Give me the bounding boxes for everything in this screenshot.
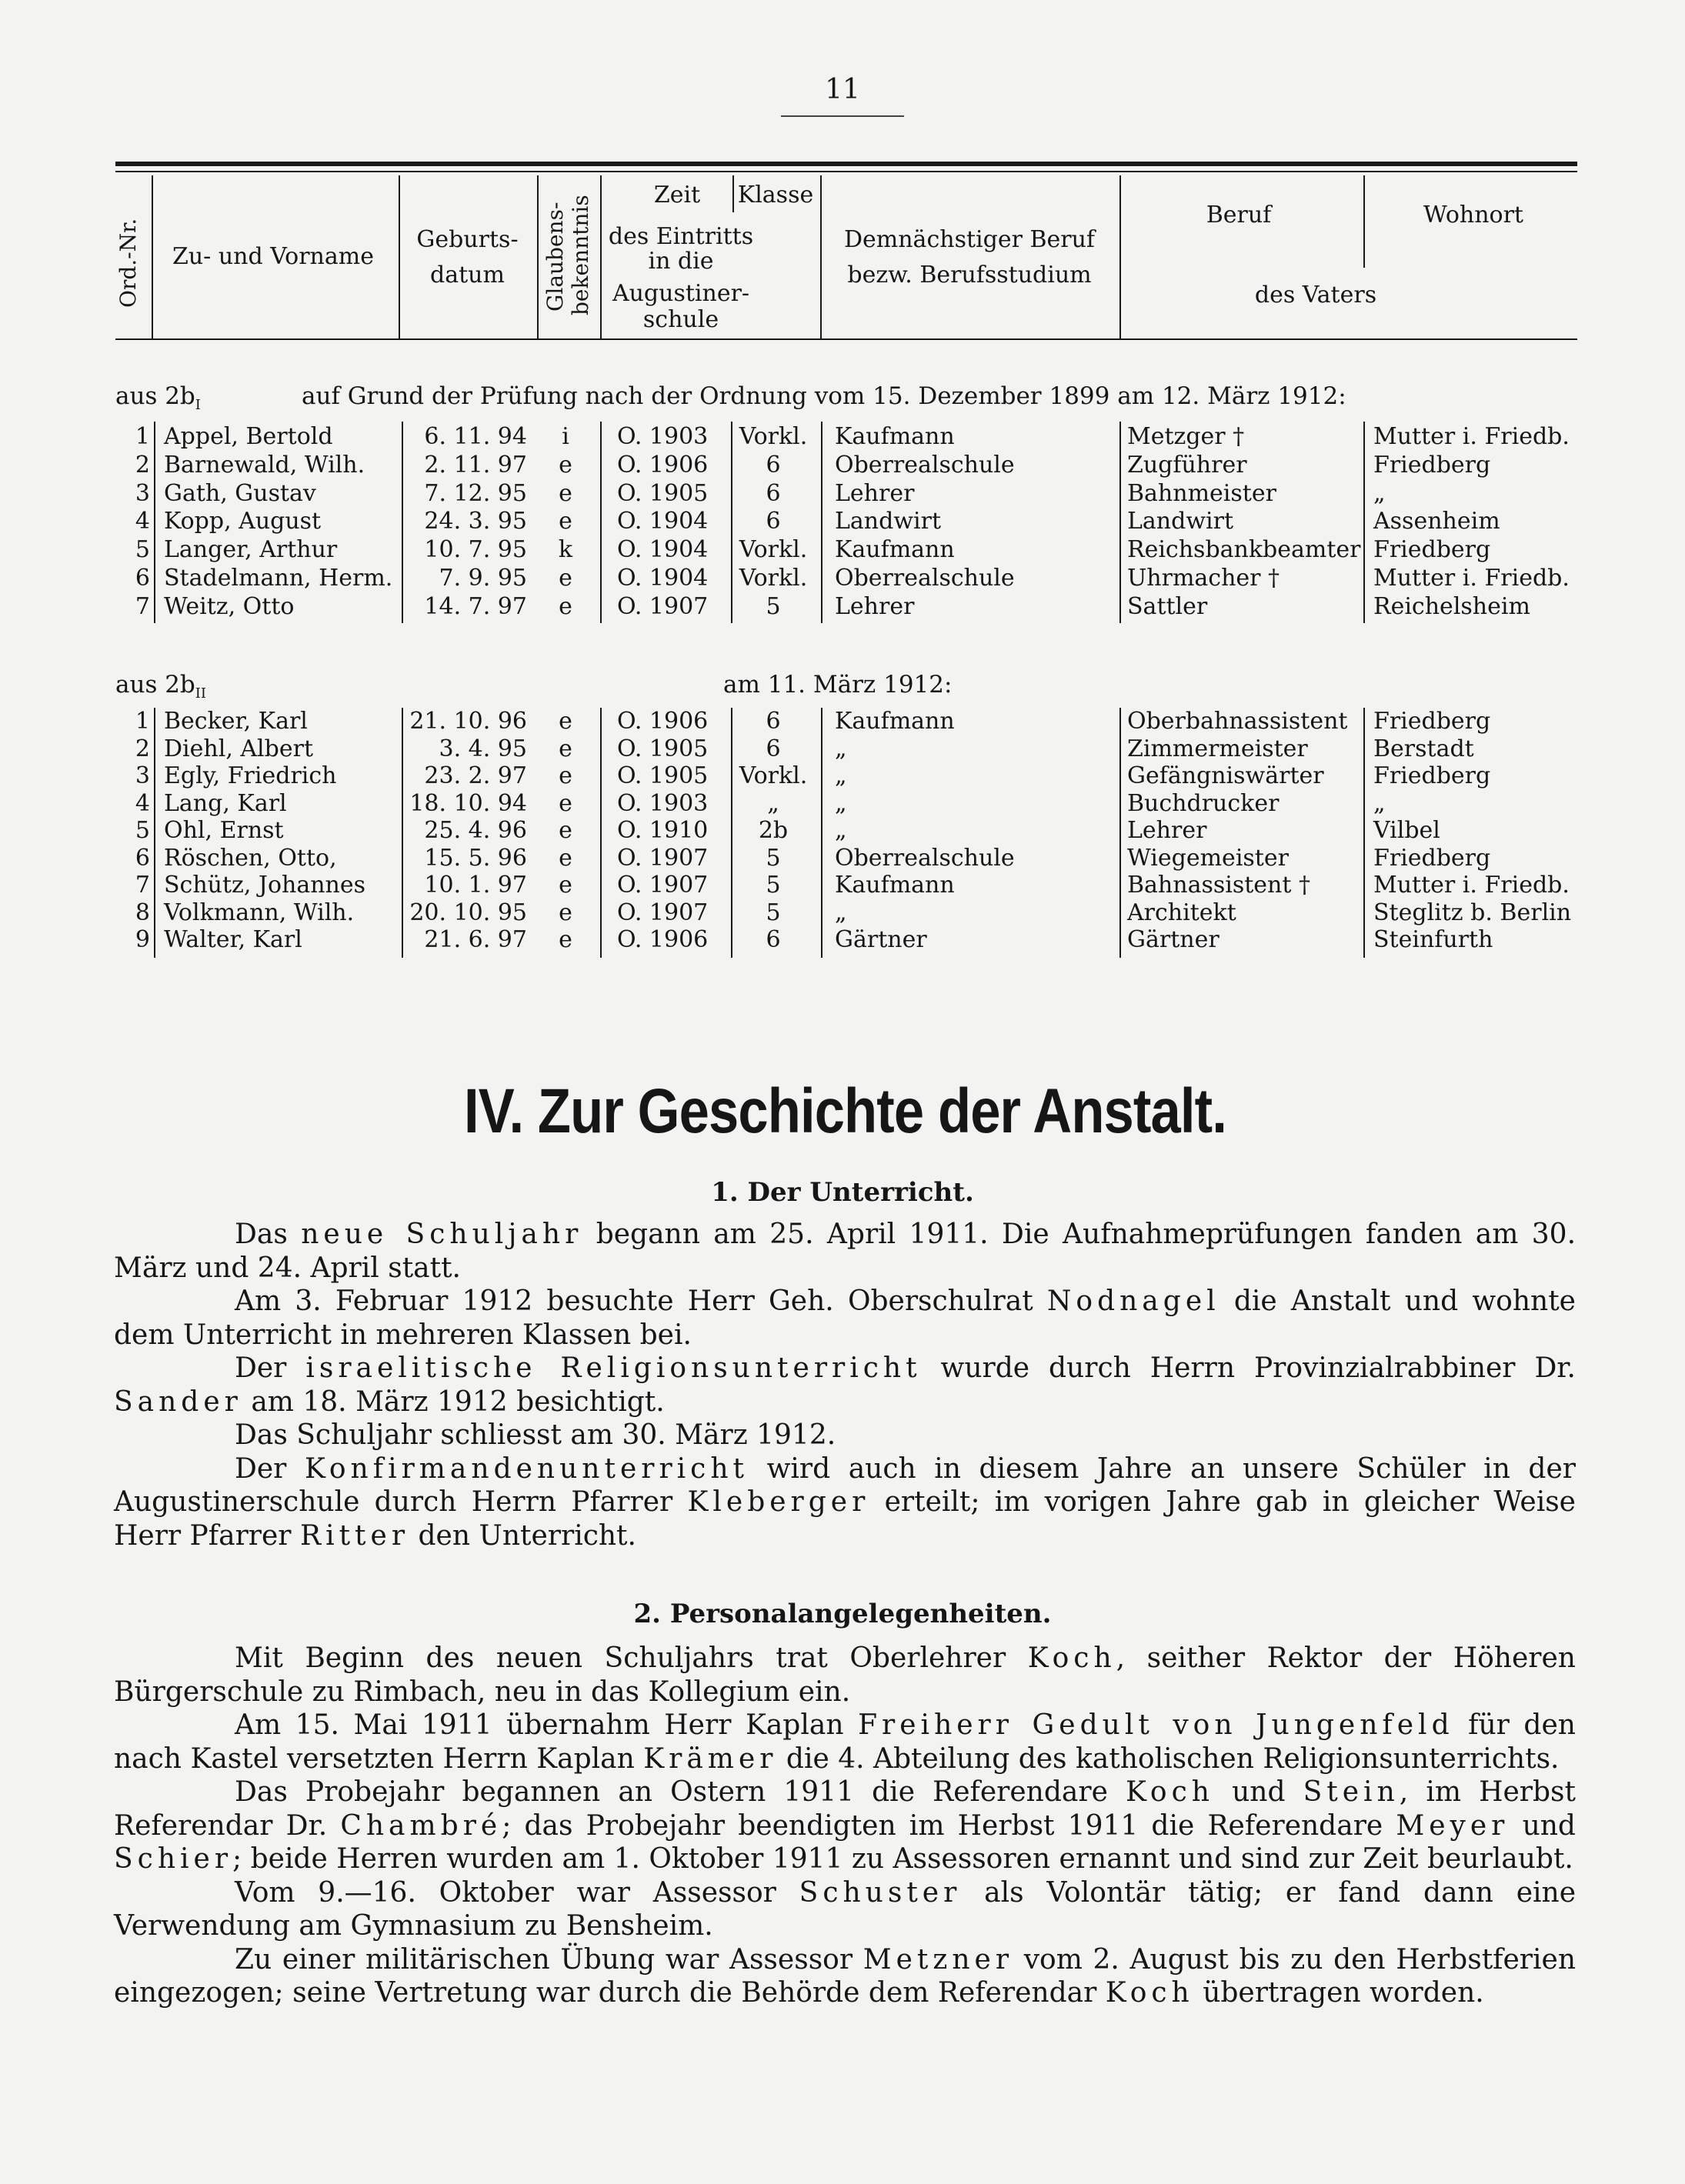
header-vater-wohnort: Wohnort [1423, 202, 1523, 228]
entry-class: 6 [766, 451, 781, 478]
father-residence: Reichelsheim [1373, 592, 1530, 620]
row-number: 8 [135, 899, 150, 926]
paragraph: Das Probejahr begannen an Ostern 1911 die Referendare Koch und Stein, im Herbst Referendar Dr. Chambré; das Probejahr beendigten im Herbst 1911 die Referendare Meyer und Schier; beide Herren wurden am 1. Oktober 1911 zu Assessoren ernannt und sind zur Zeit beurlaubt. [114, 1776, 1576, 1875]
entry-class: 2b [758, 817, 789, 844]
student-name: Gath, Gustav [164, 479, 316, 507]
entry-date: O. 1907 [617, 872, 709, 899]
future-profession: „ [835, 789, 847, 817]
header-divider [1119, 175, 1121, 338]
future-profession: „ [835, 735, 847, 762]
entry-class: 6 [766, 508, 781, 535]
birth-date: 21. 6. 97 [424, 926, 527, 953]
student-name: Appel, Bertold [164, 423, 333, 450]
father-profession: Bahnmeister [1127, 479, 1276, 507]
entry-date: O. 1905 [617, 762, 709, 789]
confession: e [559, 708, 572, 735]
entry-class: 5 [766, 899, 781, 926]
entry-class: Vorkl. [739, 762, 808, 789]
student-name: Egly, Friedrich [164, 762, 337, 789]
future-profession: Lehrer [835, 592, 915, 620]
table-row [115, 423, 1577, 451]
father-residence: Friedberg [1373, 451, 1491, 478]
header-name: Zu- und Vorname [172, 243, 374, 270]
birth-date: 24. 3. 95 [424, 508, 527, 535]
header-date-2: datum [430, 262, 505, 288]
confession: e [559, 508, 572, 535]
entry-class: 5 [766, 844, 781, 872]
future-profession: Oberrealschule [835, 844, 1015, 872]
confession: e [559, 451, 572, 478]
entry-date: O. 1907 [617, 592, 709, 620]
paragraph: Das neue Schuljahr begann am 25. April 1911. Die Aufnahmeprüfungen fanden am 30. März und 24. April statt. [114, 1219, 1577, 1284]
section-body-personal [114, 1642, 1576, 2010]
paragraph: Am 15. Mai 1911 übernahm Herr Kaplan Freiherr Gedult von Jungenfeld für den nach Kastel versetzten Herrn Kaplan Krämer die 4. Abteilung des katholischen Religionsunterrichts. [114, 1709, 1576, 1775]
table-row [115, 735, 1577, 763]
chapter-title: IV. Zur Geschichte der Anstalt. [464, 1076, 1226, 1146]
entry-class: 5 [766, 592, 781, 620]
father-profession: Zugführer [1127, 451, 1247, 478]
confession: e [559, 872, 572, 899]
header-beruf-2: bezw. Berufsstudium [847, 262, 1092, 288]
table-row [115, 845, 1577, 872]
father-profession: Architekt [1127, 899, 1236, 926]
entry-class: 5 [766, 872, 781, 899]
confession: k [558, 536, 573, 564]
section-label-text: am 11. März 1912: [723, 671, 953, 699]
header-zeit-3: in die [648, 248, 714, 275]
student-name: Ohl, Ernst [164, 817, 284, 844]
father-profession: Oberbahnassistent [1127, 708, 1348, 735]
paragraph: Das Schuljahr schliesst am 30. März 1912. [235, 1419, 836, 1451]
father-residence: Steglitz b. Berlin [1373, 899, 1572, 926]
birth-date: 18. 10. 94 [409, 789, 527, 817]
future-profession: Oberrealschule [835, 565, 1015, 592]
birth-date: 6. 11. 94 [424, 423, 527, 450]
header-vater-label: des Vaters [1254, 282, 1377, 308]
table-row [115, 872, 1577, 899]
father-profession: Uhrmacher † [1127, 565, 1280, 592]
future-profession: „ [835, 817, 847, 844]
father-residence: Friedberg [1373, 536, 1491, 564]
father-residence: Berstadt [1373, 735, 1474, 762]
birth-date: 15. 5. 96 [424, 844, 527, 872]
birth-date: 21. 10. 96 [409, 708, 527, 735]
entry-date: O. 1904 [617, 565, 709, 592]
father-residence: „ [1373, 789, 1386, 817]
row-number: 4 [135, 789, 150, 817]
paragraph: Mit Beginn des neuen Schuljahrs trat Oberlehrer Koch, seither Rektor der Höheren Bürgerschule zu Rimbach, neu in das Kollegium ein. [114, 1642, 1576, 1708]
row-number: 9 [135, 926, 150, 953]
birth-date: 20. 10. 95 [409, 899, 527, 926]
confession: e [559, 899, 572, 926]
birth-date: 7. 12. 95 [424, 479, 527, 507]
row-number: 5 [135, 536, 150, 564]
header-divider [537, 175, 539, 338]
row-number: 3 [135, 479, 150, 507]
student-name: Volkmann, Wilh. [164, 899, 355, 926]
header-klasse: Klasse [737, 182, 814, 208]
birth-date: 7. 9. 95 [439, 565, 527, 592]
header-zeit-1: Zeit [653, 182, 701, 208]
section-heading-personal: 2. Personalangelegenheiten. [633, 1599, 1052, 1629]
student-name: Becker, Karl [164, 708, 308, 735]
paragraph: Zu einer militärischen Übung war Assessor Metzner vom 2. August bis zu den Herbstferien eingezogen; seine Vertretung war durch die Behörde dem Referendar Koch übertragen worden. [114, 1943, 1577, 2009]
student-name: Weitz, Otto [164, 592, 295, 620]
student-name: Röschen, Otto, [164, 844, 337, 872]
row-number: 7 [135, 592, 150, 620]
row-number: 6 [135, 844, 150, 872]
header-divider [399, 175, 400, 338]
table-row [115, 452, 1577, 479]
confession: e [559, 762, 572, 789]
row-number: 4 [135, 508, 150, 535]
confession: e [559, 592, 572, 620]
entry-date: O. 1903 [617, 789, 709, 817]
table-top-rule [115, 162, 1577, 166]
row-number: 3 [135, 762, 150, 789]
student-name: Kopp, August [164, 508, 322, 535]
row-number: 2 [135, 451, 150, 478]
section-label-text: auf Grund der Prüfung nach der Ordnung vom 15. Dezember 1899 am 12. März 1912: [302, 382, 1346, 410]
section-label-left: aus $2b_{II}$ [115, 671, 207, 702]
row-number: 1 [135, 708, 150, 735]
future-profession: „ [835, 899, 847, 926]
father-residence: Friedberg [1373, 708, 1491, 735]
father-residence: Mutter i. Friedb. [1373, 872, 1570, 899]
entry-class: Vorkl. [739, 536, 808, 564]
father-profession: Sattler [1127, 592, 1208, 620]
header-divider [1363, 175, 1365, 268]
confession: e [559, 844, 572, 872]
future-profession: Gärtner [835, 926, 927, 953]
future-profession: Lehrer [835, 479, 915, 507]
future-profession: Kaufmann [835, 708, 955, 735]
confession: e [559, 789, 572, 817]
father-profession: Gefängniswärter [1127, 762, 1324, 789]
row-number: 2 [135, 735, 150, 762]
table-row [115, 762, 1577, 790]
header-divider [820, 175, 822, 338]
table-row [115, 708, 1577, 735]
father-profession: Reichsbankbeamter [1127, 536, 1361, 564]
table-row [115, 565, 1577, 592]
entry-date: O. 1907 [617, 844, 709, 872]
future-profession: Kaufmann [835, 423, 955, 450]
paragraph: Der Konfirmandenunterricht wird auch in diesem Jahre an unsere Schüler in der Augustinerschule durch Herrn Pfarrer Kleberger erteilt; im vorigen Jahre gab in gleicher Weise Herr Pfarrer Ritter den Unterricht. [114, 1452, 1576, 1552]
entry-date: O. 1904 [617, 508, 709, 535]
header-vater-beruf: Beruf [1206, 202, 1272, 228]
student-name: Schütz, Johannes [164, 872, 366, 899]
entry-date: O. 1905 [617, 479, 709, 507]
father-profession: Wiegemeister [1127, 844, 1289, 872]
student-name: Lang, Karl [164, 789, 287, 817]
table-header-bottom-rule [115, 338, 1577, 340]
header-zeit-4: Augustiner- [612, 280, 750, 307]
student-name: Stadelmann, Herm. [164, 565, 393, 592]
entry-date: O. 1910 [617, 817, 709, 844]
father-profession: Metzger † [1127, 423, 1245, 450]
table-row [115, 790, 1577, 818]
student-name: Barnewald, Wilh. [164, 451, 365, 478]
father-profession: Lehrer [1127, 817, 1207, 844]
header-conf-1: Glaubens- [542, 202, 568, 312]
section-body-unterricht [114, 1218, 1576, 1552]
birth-date: 3. 4. 95 [439, 735, 527, 762]
header-divider [152, 175, 153, 338]
entry-date: O. 1903 [617, 423, 709, 450]
future-profession: „ [835, 762, 847, 789]
confession: e [559, 817, 572, 844]
entry-class: Vorkl. [739, 565, 808, 592]
page-number: 11 [825, 74, 860, 105]
entry-class: 6 [766, 708, 781, 735]
section-label-left: aus $2b_I$ [115, 382, 201, 414]
father-residence: Friedberg [1373, 844, 1491, 872]
table-row [115, 899, 1577, 927]
birth-date: 23. 2. 97 [424, 762, 527, 789]
row-number: 7 [135, 872, 150, 899]
father-residence: Mutter i. Friedb. [1373, 423, 1570, 450]
table-row [115, 593, 1577, 621]
father-residence: Vilbel [1373, 817, 1440, 844]
page-number-rule [781, 115, 904, 117]
entry-class: 6 [766, 926, 781, 953]
father-residence: Mutter i. Friedb. [1373, 565, 1570, 592]
father-residence: Assenheim [1373, 508, 1500, 535]
paragraph: Am 3. Februar 1912 besuchte Herr Geh. Oberschulrat Nodnagel die Anstalt und wohnte dem Unterricht in mehreren Klassen bei. [114, 1285, 1576, 1351]
paragraph: Der israelitische Religionsunterricht wurde durch Herrn Provinzialrabbiner Dr. Sander am 18. März 1912 besichtigt. [114, 1352, 1577, 1418]
entry-date: O. 1907 [617, 899, 709, 926]
student-name: Langer, Arthur [164, 536, 338, 564]
row-number: 1 [135, 423, 150, 450]
header-beruf-1: Demnächstiger Beruf [843, 226, 1096, 253]
table-row [115, 926, 1577, 954]
entry-date: O. 1905 [617, 735, 709, 762]
entry-class: „ [767, 789, 779, 817]
table-row [115, 817, 1577, 845]
father-residence: Friedberg [1373, 762, 1491, 789]
section-heading-unterricht: 1. Der Unterricht. [711, 1177, 974, 1208]
father-residence: „ [1373, 479, 1386, 507]
future-profession: Kaufmann [835, 536, 955, 564]
confession: i [562, 423, 569, 450]
father-profession: Buchdrucker [1127, 789, 1280, 817]
header-zeit-2: des Eintritts [608, 223, 754, 250]
row-number: 5 [135, 817, 150, 844]
father-profession: Zimmermeister [1127, 735, 1308, 762]
confession: e [559, 926, 572, 953]
header-ord-nr: Ord.-Nr. [115, 218, 141, 308]
father-profession: Bahnassistent † [1127, 872, 1310, 899]
header-divider [600, 175, 602, 338]
entry-class: Vorkl. [739, 423, 808, 450]
row-number: 6 [135, 565, 150, 592]
future-profession: Kaufmann [835, 872, 955, 899]
confession: e [559, 565, 572, 592]
birth-date: 14. 7. 97 [424, 592, 527, 620]
header-conf-2: bekenntnis [568, 195, 593, 315]
paragraph: Vom 9.—16. Oktober war Assessor Schuster als Volontär tätig; er fand dann eine Verwendung am Gymnasium zu Bensheim. [114, 1876, 1576, 1942]
entry-date: O. 1906 [617, 926, 709, 953]
confession: e [559, 479, 572, 507]
father-profession: Landwirt [1127, 508, 1234, 535]
birth-date: 2. 11. 97 [424, 451, 527, 478]
table-row [115, 536, 1577, 564]
entry-date: O. 1906 [617, 451, 709, 478]
table-row [115, 508, 1577, 535]
table-row [115, 480, 1577, 508]
birth-date: 10. 7. 95 [424, 536, 527, 564]
birth-date: 25. 4. 96 [424, 817, 527, 844]
student-name: Diehl, Albert [164, 735, 314, 762]
birth-date: 10. 1. 97 [424, 872, 527, 899]
entry-class: 6 [766, 479, 781, 507]
confession: e [559, 735, 572, 762]
student-name: Walter, Karl [164, 926, 302, 953]
entry-class: 6 [766, 735, 781, 762]
table-top-rule-thin [115, 171, 1577, 172]
entry-date: O. 1904 [617, 536, 709, 564]
header-zeit-5: schule [642, 306, 719, 333]
header-date-1: Geburts- [416, 226, 519, 253]
entry-date: O. 1906 [617, 708, 709, 735]
future-profession: Oberrealschule [835, 451, 1015, 478]
future-profession: Landwirt [835, 508, 942, 535]
father-profession: Gärtner [1127, 926, 1220, 953]
father-residence: Steinfurth [1373, 926, 1493, 953]
